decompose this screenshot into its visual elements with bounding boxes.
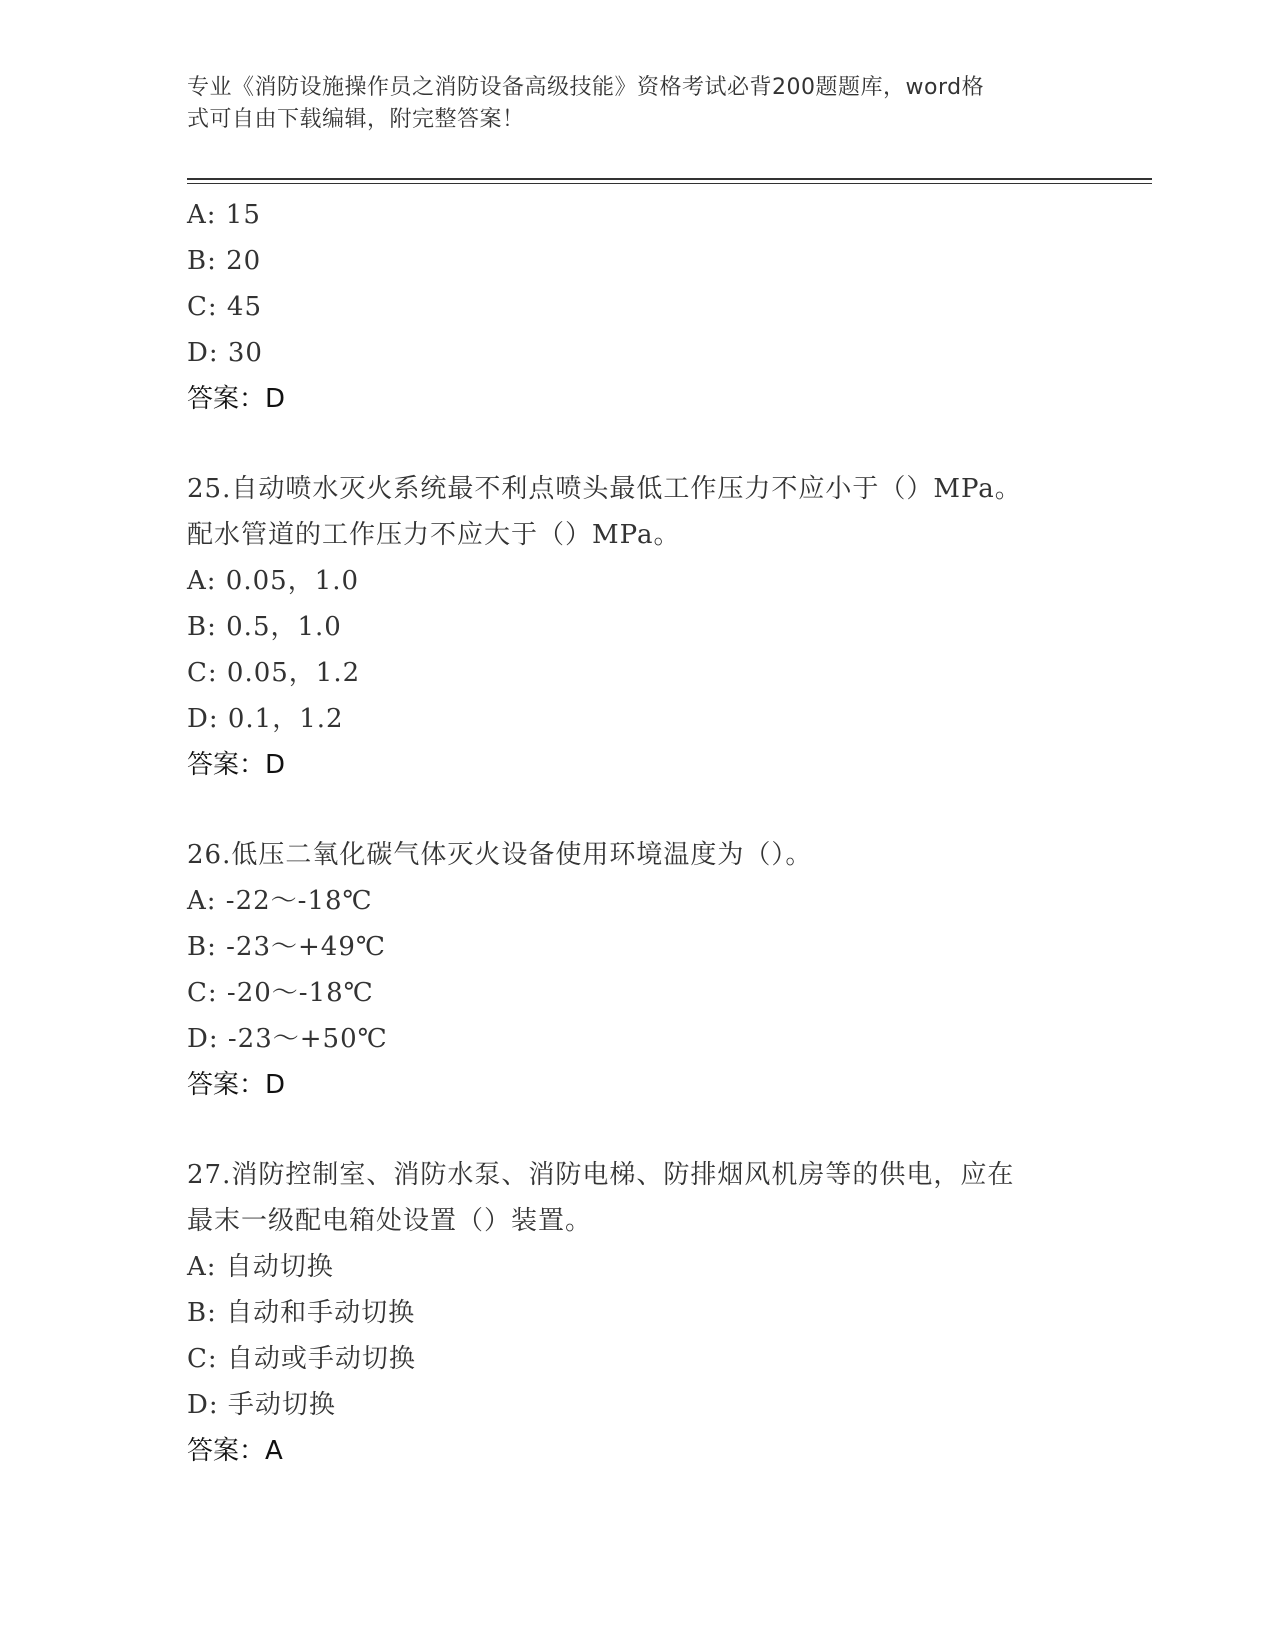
option-a: A: 自动切换	[187, 1252, 334, 1282]
question-25	[187, 466, 1087, 788]
option-c: C: 0.05，1.2	[187, 658, 361, 688]
option-a: A: 15	[187, 200, 261, 230]
question-stem-continued: 配水管道的工作压力不应大于（）MPa。	[187, 520, 681, 550]
question-stem: 25.自动喷水灭火系统最不利点喷头最低工作压力不应小于（）MPa。	[187, 474, 1022, 504]
question-gap	[187, 1108, 1087, 1152]
header-line-2: 式可自由下载编辑，附完整答案！	[187, 107, 525, 132]
option-c: C: 45	[187, 292, 263, 322]
option-b: B: 0.5，1.0	[187, 612, 342, 642]
question-24-options	[187, 192, 1087, 422]
option-c: C: -20～-18℃	[187, 978, 374, 1008]
option-b: B: 自动和手动切换	[187, 1298, 416, 1328]
answer: 答案：D	[187, 1070, 286, 1100]
option-d: D: 30	[187, 338, 263, 368]
answer: 答案：D	[187, 750, 286, 780]
header-divider-thin	[187, 183, 1152, 184]
answer: 答案：D	[187, 384, 286, 414]
option-b: B: 20	[187, 246, 262, 276]
option-b: B: -23～+49℃	[187, 932, 386, 962]
question-gap	[187, 422, 1087, 466]
option-a: A: -22～-18℃	[187, 886, 373, 916]
question-stem: 26.低压二氧化碳气体灭火设备使用环境温度为（）。	[187, 840, 813, 870]
option-c: C: 自动或手动切换	[187, 1344, 416, 1374]
document-header	[187, 72, 1087, 136]
answer: 答案：A	[187, 1436, 283, 1466]
question-stem-continued: 最末一级配电箱处设置（）装置。	[187, 1206, 593, 1236]
option-a: A: 0.05，1.0	[187, 566, 360, 596]
header-divider-thick	[187, 178, 1152, 180]
question-gap	[187, 788, 1087, 832]
question-list	[187, 192, 1087, 1474]
option-d: D: 0.1，1.2	[187, 704, 344, 734]
header-line-1: 专业《消防设施操作员之消防设备高级技能》资格考试必背200题题库，word格	[187, 75, 985, 100]
question-26	[187, 832, 1087, 1108]
option-d: D: -23～+50℃	[187, 1024, 388, 1054]
option-d: D: 手动切换	[187, 1390, 336, 1420]
question-stem: 27.消防控制室、消防水泵、消防电梯、防排烟风机房等的供电，应在	[187, 1160, 1015, 1190]
question-27	[187, 1152, 1087, 1474]
